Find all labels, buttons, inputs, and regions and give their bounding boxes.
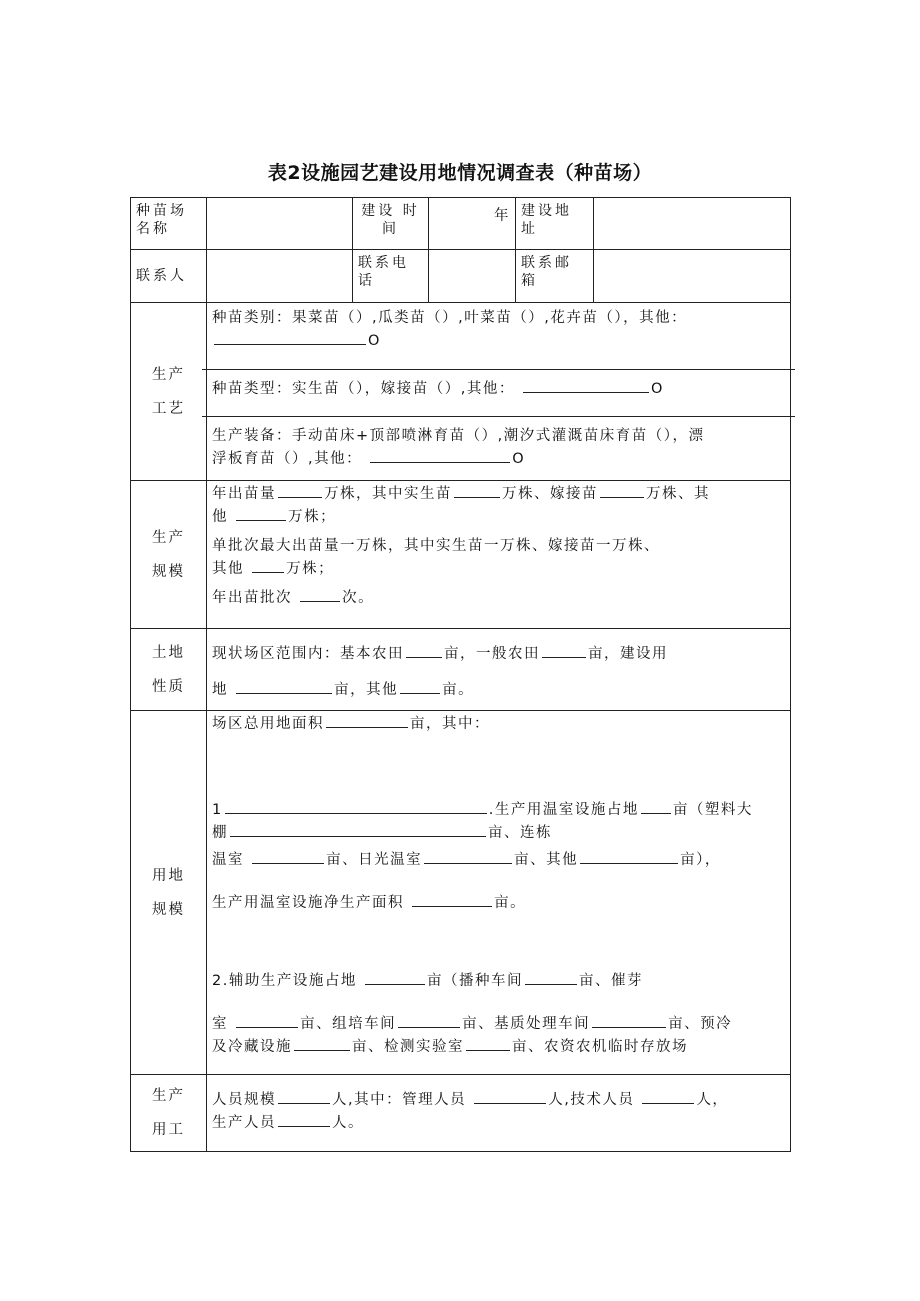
process-label: 生产工艺 (151, 366, 185, 417)
greenhouse-area-blank[interactable] (641, 799, 671, 814)
year-label: 年 (494, 208, 510, 224)
greenhouse-blank[interactable] (225, 799, 487, 814)
time-label: 建设 时间 (361, 203, 420, 237)
batch-count-blank[interactable] (300, 587, 340, 602)
technicians-blank[interactable] (642, 1089, 694, 1104)
time-field[interactable] (429, 198, 516, 250)
scale-label-cell (131, 481, 207, 629)
phone-label-cell (353, 250, 429, 303)
other-greenhouse-blank[interactable] (580, 849, 678, 864)
scale-label: 生产规模 (151, 529, 185, 580)
managers-blank[interactable] (474, 1089, 546, 1104)
phone-label: 联系电话 (358, 255, 409, 289)
usage-label: 用地规模 (151, 867, 185, 918)
lab-blank[interactable] (466, 1036, 510, 1051)
batch-other-blank[interactable] (252, 558, 284, 573)
contact-label-cell (131, 250, 207, 303)
multispan-blank[interactable] (252, 849, 324, 864)
contact-field[interactable] (207, 250, 353, 303)
address-field[interactable] (594, 198, 791, 250)
labor-label: 生产用工 (151, 1088, 185, 1138)
total-area-blank[interactable] (326, 713, 408, 728)
land-label: 土地性质 (151, 644, 185, 695)
production-staff-blank[interactable] (278, 1112, 330, 1127)
batch-output: 单批次最大出苗量一万株，其中实生苗一万株、嫁接苗一万株、 (212, 538, 660, 554)
process-label-cell (131, 303, 207, 481)
email-label-cell (516, 250, 594, 303)
process-content: 种苗类别：果菜苗（）,瓜类苗（）,叶菜苗（）,花卉苗（），其他： O 种苗类型：实生苗（），嫁接苗（）,其他： O 生产装备：手动苗床+顶部喷淋育苗（）,潮汐式灌溉苗床育苗（），漂 浮板育苗（）,其他： O (207, 303, 791, 481)
phone-field[interactable] (429, 250, 516, 303)
email-label: 联系邮箱 (521, 255, 572, 289)
address-label: 建设地址 (521, 203, 572, 237)
annual-grafted-blank[interactable] (600, 483, 644, 498)
plastic-tunnel-blank[interactable] (230, 822, 486, 837)
equip-other-blank[interactable] (370, 448, 510, 463)
aux-area-blank[interactable] (365, 970, 425, 985)
labor-content: 人员规模 人,其中：管理人员 人,技术人员 人， 生产人员 人。 (207, 1075, 791, 1152)
production-equipment: 生产装备：手动苗床+顶部喷淋育苗（）,潮汐式灌溉苗床育苗（），漂 (212, 428, 705, 444)
annual-output-blank[interactable] (278, 483, 322, 498)
survey-table (130, 197, 791, 1152)
seedling-category[interactable]: 种苗类别：果菜苗（）,瓜类苗（）,叶菜苗（）,花卉苗（），其他： (212, 310, 688, 326)
land-content: 现状场区范围内：基本农田 亩，一般农田 亩，建设用 地 亩，其他 亩。 (207, 629, 791, 711)
substrate-blank[interactable] (592, 1013, 666, 1028)
sowing-blank[interactable] (525, 970, 577, 985)
name-label: 种苗场名称 (136, 203, 187, 237)
annual-other-blank[interactable] (236, 506, 286, 521)
cold-storage-blank[interactable] (294, 1036, 350, 1051)
other-land-blank[interactable] (400, 679, 440, 694)
labor-label-cell (131, 1075, 207, 1152)
annual-seedling-blank[interactable] (454, 483, 500, 498)
usage-label-cell (131, 711, 207, 1075)
contact-label: 联系人 (136, 268, 187, 284)
general-farmland-blank[interactable] (542, 643, 586, 658)
usage-content: 场区总用地面积 亩，其中： 1 .生产用温室设施占地 亩（塑料大 棚 亩、连栋 温室 亩、日光温室 亩、其他 亩）， 生产用温室设施净生产面积 亩。 2.辅助生产设施占地 亩（播种车间 亩、催芽 室 亩、组培车间 亩、基质处理车间 亩、预冷 及冷藏设施 亩、检测实验室 亩、农资农机临时存放场 (207, 711, 791, 1075)
time-label-cell (353, 198, 429, 250)
scale-content: 年出苗量 万株，其中实生苗 万株、嫁接苗 万株、其 他 万株； 单批次最大出苗量一万株，其中实生苗一万株、嫁接苗一万株、 其他 万株； 年出苗批次 次。 (207, 481, 791, 629)
tissue-culture-blank[interactable] (398, 1013, 460, 1028)
net-area-blank[interactable] (412, 892, 492, 907)
solar-greenhouse-blank[interactable] (424, 849, 512, 864)
construction-land-blank[interactable] (236, 679, 332, 694)
category-other-blank[interactable] (214, 330, 366, 345)
land-label-cell (131, 629, 207, 711)
staff-total-blank[interactable] (278, 1089, 330, 1104)
basic-farmland-blank[interactable] (406, 643, 442, 658)
name-label-cell (131, 198, 207, 250)
type-other-blank[interactable] (523, 378, 649, 393)
email-field[interactable] (594, 250, 791, 303)
name-field[interactable] (207, 198, 353, 250)
page-title: 表2设施园艺建设用地情况调查表（种苗场） (267, 162, 653, 184)
germination-blank[interactable] (236, 1013, 298, 1028)
address-label-cell (516, 198, 594, 250)
seedling-type[interactable]: 种苗类型：实生苗（），嫁接苗（）,其他： O (212, 378, 785, 401)
